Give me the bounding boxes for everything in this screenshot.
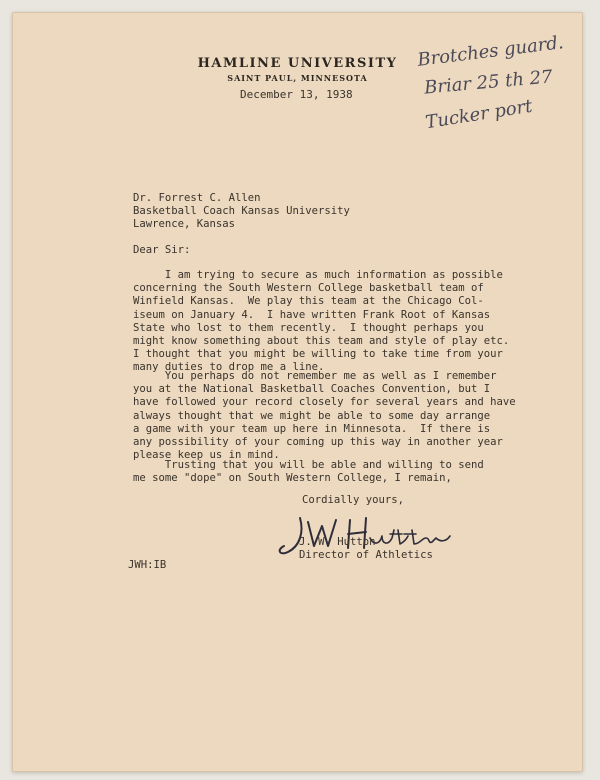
body-line: might know something about this team and style of play etc. [133, 335, 510, 348]
letter-date: December 13, 1938 [240, 88, 353, 101]
body-paragraph-3 [133, 459, 484, 485]
closing: Cordially yours, [302, 494, 405, 506]
body-line: have followed your record closely for several years and have [133, 396, 516, 409]
letterhead-name: HAMLINE UNIVERSITY [197, 56, 398, 71]
signer-title: Director of Athletics [299, 549, 433, 562]
body-line: always thought that we might be able to some day arrange [133, 409, 491, 422]
body-paragraph-1 [133, 269, 509, 375]
body-line: please keep us in mind. [133, 449, 280, 462]
body-line: iseum on January 4. I have written Frank Root of Kansas [133, 308, 491, 321]
address-line: Dr. Forrest C. Allen [133, 192, 261, 204]
salutation: Dear Sir: [133, 244, 191, 256]
reference-initials: JWH:IB [128, 559, 167, 571]
body-paragraph-2 [133, 370, 516, 462]
body-line: I am trying to secure as much information as possible [133, 269, 503, 281]
address-line: Lawrence, Kansas [133, 218, 236, 231]
body-line: you at the National Basketball Coaches Convention, but I [133, 383, 491, 396]
letterhead-city: SAINT PAUL, MINNESOTA [227, 73, 368, 83]
body-line: me some "dope" on South Western College, I remain, [133, 472, 452, 485]
signer-name: J. W. Hutton [299, 536, 376, 548]
body-line: Trusting that you will be able and willing to send [133, 459, 484, 471]
body-line: concerning the South Western College basketball team of [133, 282, 484, 295]
handwritten-note-line-1: Brotches guard. [416, 32, 565, 71]
signer-block [299, 536, 433, 562]
handwritten-note-line-3: Tucker port [424, 95, 534, 134]
recipient-address [133, 192, 350, 232]
letter-page [12, 12, 583, 772]
handwritten-note-line-2: Briar 25 th 27 [423, 66, 554, 99]
body-line: any possibility of your coming up this way in another year [133, 436, 503, 449]
body-line: State who lost to them recently. I thought perhaps you [133, 321, 484, 334]
body-line: I thought that you might be willing to take time from your [133, 348, 503, 361]
body-line: a game with your team up here in Minnesota. If there is [133, 422, 491, 435]
body-line: many duties to drop me a line. [133, 361, 325, 374]
body-line: You perhaps do not remember me as well as I remember [133, 370, 497, 382]
address-line: Basketball Coach Kansas University [133, 205, 350, 218]
body-line: Winfield Kansas. We play this team at the Chicago Col- [133, 295, 484, 308]
